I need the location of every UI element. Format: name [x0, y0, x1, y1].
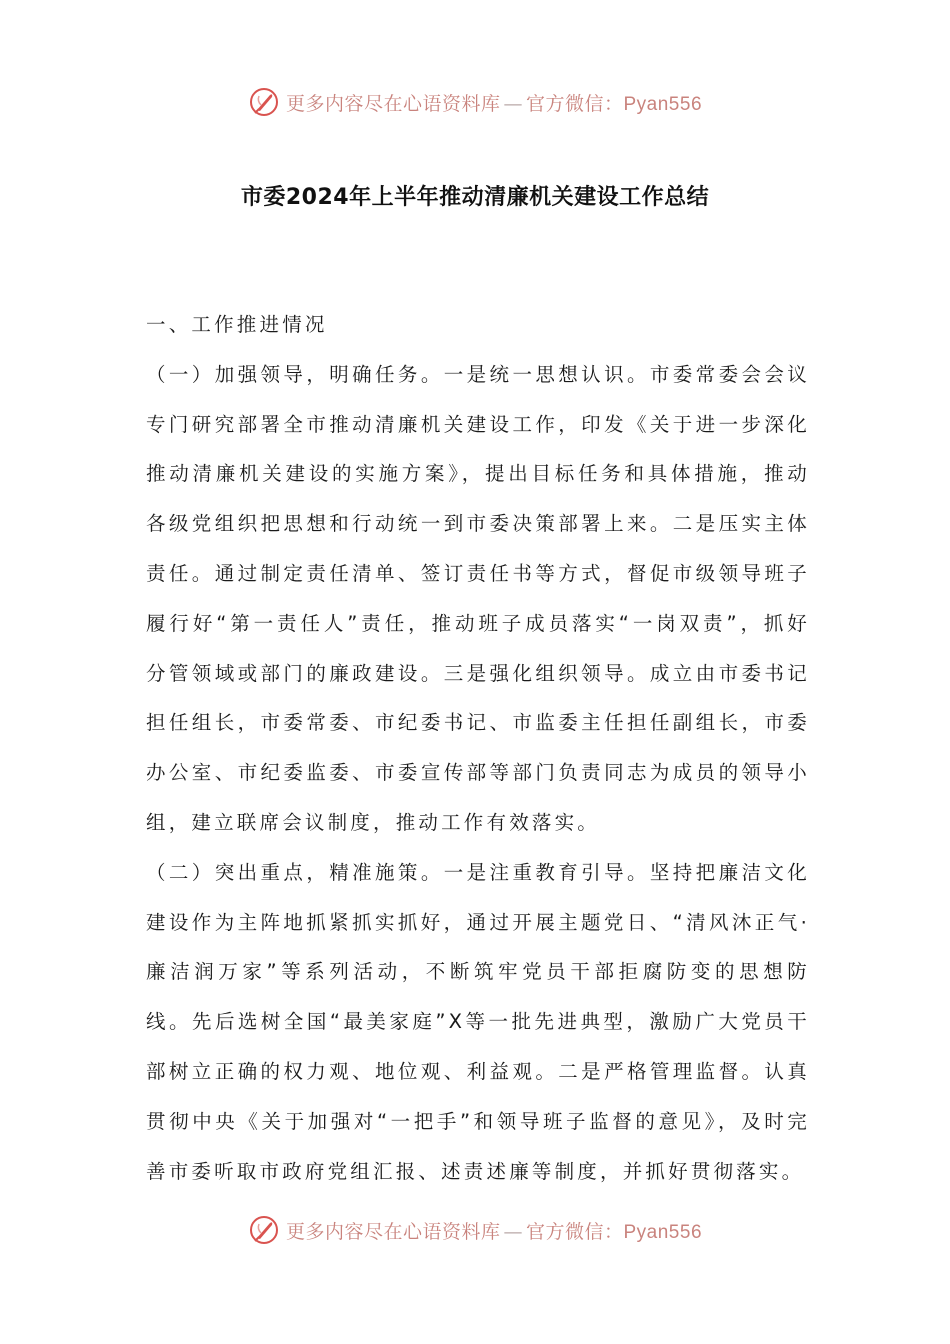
paragraph-2: （二）突出重点，精准施策。一是注重教育引导。坚持把廉洁文化建设作为主阵地抓紧抓实抓好，通过开展主题党日、“清风沐正气·廉洁润万家”等系列活动，不断筑牢党员干部拒腐防变的思想防线。先后选树全国“最美家庭”X等一批先进典型，激励广大党员干部树立正确的权力观、地位观、利益观。二是严格管理监督。认真贯彻中央《关于加强对“一把手”和领导班子监督的意见》，及时完善市委听取市政府党组汇报、述责述廉等制度，并抓好贯彻落实。 — [146, 860, 810, 1183]
watermark-text: 更多内容尽在心语资料库 — 官方微信：Pyan556 — [285, 92, 703, 115]
watermark-header — [0, 82, 950, 122]
section-heading: 一、工作推进情况 — [146, 313, 328, 336]
document-title: 市委2024年上半年推动清廉机关建设工作总结 — [240, 185, 710, 210]
quill-logo-icon — [248, 1214, 280, 1246]
quill-logo-icon — [248, 86, 280, 118]
watermark-text: 更多内容尽在心语资料库 — 官方微信：Pyan556 — [285, 1220, 703, 1243]
watermark-footer — [0, 1210, 950, 1250]
document-body — [146, 300, 810, 1196]
paragraph-1: （一）加强领导，明确任务。一是统一思想认识。市委常委会会议专门研究部署全市推动清廉机关建设工作，印发《关于进一步深化推动清廉机关建设的实施方案》，提出目标任务和具体措施，推动各级党组织把思想和行动统一到市委决策部署上来。二是压实主体责任。通过制定责任清单、签订责任书等方式，督促市级领导班子履行好“第一责任人”责任，推动班子成员落实“一岗双责”，抓好分管领域或部门的廉政建设。三是强化组织领导。成立由市委书记担任组长，市委常委、市纪委书记、市监委主任担任副组长，市委办公室、市纪委监委、市委宣传部等部门负责同志为成员的领导小组，建立联席会议制度，推动工作有效落实。 — [146, 362, 810, 834]
